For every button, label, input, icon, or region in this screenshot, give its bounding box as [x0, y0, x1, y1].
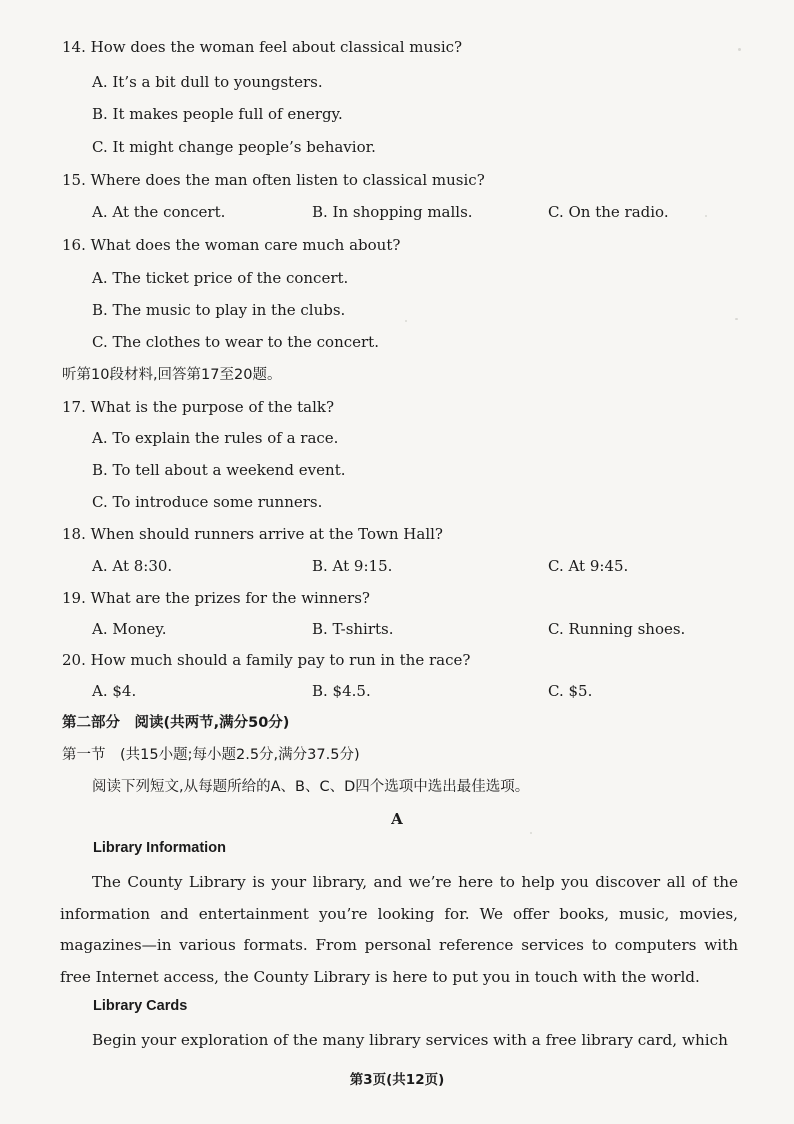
question-15-stem: 15. Where does the man often listen to classical music? [62, 171, 485, 189]
question-19-option-c: C. Running shoes. [548, 620, 686, 638]
passage-paragraph-1-text: The County Library is your library, and we’re here to help you discover all of the information and entertainment you’re looking for. We offer books, music, movies, magazines—in various formats. From personal reference services to computers with free Internet access, the County Library is here to put you in touch with the world. [60, 873, 738, 986]
question-17-stem: 17. What is the purpose of the talk? [62, 398, 335, 416]
scan-speck [738, 48, 741, 51]
question-16-stem: 16. What does the woman care much about? [62, 236, 401, 254]
passage-paragraph-2-text: Begin your exploration of the many library services with a free library card, which [92, 1031, 728, 1049]
question-19-option-a: A. Money. [92, 620, 167, 638]
question-15-option-a: A. At the concert. [92, 203, 226, 221]
question-15-option-c: C. On the radio. [548, 203, 669, 221]
question-14-stem: 14. How does the woman feel about classical music? [62, 38, 463, 56]
passage-heading-library-information: Library Information [93, 840, 226, 856]
question-17-option-b: B. To tell about a weekend event. [92, 461, 346, 479]
question-15-option-b: B. In shopping malls. [312, 203, 473, 221]
question-20-option-a: A. $4. [92, 682, 137, 700]
passage-paragraph-2 [60, 1025, 738, 1057]
question-20-option-b: B. $4.5. [312, 682, 371, 700]
passage-paragraph-1 [60, 867, 738, 993]
passage-heading-library-cards: Library Cards [93, 998, 188, 1014]
question-14-option-c: C. It might change people’s behavior. [92, 138, 376, 156]
section1-title: 第一节 (共15小题;每小题2.5分,满分37.5分) [62, 747, 360, 763]
question-17-option-c: C. To introduce some runners. [92, 493, 323, 511]
question-18-option-b: B. At 9:15. [312, 557, 393, 575]
question-14-option-a: A. It’s a bit dull to youngsters. [92, 73, 323, 91]
question-20-option-c: C. $5. [548, 682, 593, 700]
question-17-option-a: A. To explain the rules of a race. [92, 429, 339, 447]
question-18-option-a: A. At 8:30. [92, 557, 173, 575]
section10-instruction: 听第10段材料,回答第17至20题。 [62, 367, 282, 383]
scan-speck [735, 318, 738, 320]
question-14-option-b: B. It makes people full of energy. [92, 105, 343, 123]
question-20-stem: 20. How much should a family pay to run in the race? [62, 651, 471, 669]
question-18-option-c: C. At 9:45. [548, 557, 629, 575]
scan-speck [530, 832, 532, 834]
question-19-option-b: B. T-shirts. [312, 620, 394, 638]
section1-instruction: 阅读下列短文,从每题所给的A、B、C、D四个选项中选出最佳选项。 [92, 779, 530, 795]
page-footer: 第3页(共12页) [349, 1072, 445, 1088]
question-19-stem: 19. What are the prizes for the winners? [62, 589, 370, 607]
scan-speck [705, 215, 707, 217]
question-16-option-c: C. The clothes to wear to the concert. [92, 333, 379, 351]
question-16-option-a: A. The ticket price of the concert. [92, 269, 349, 287]
part2-title: 第二部分 阅读(共两节,满分50分) [62, 715, 290, 731]
question-18-stem: 18. When should runners arrive at the Town Hall? [62, 525, 443, 543]
question-16-option-b: B. The music to play in the clubs. [92, 301, 346, 319]
scan-speck [405, 320, 407, 322]
passage-label: A [391, 810, 403, 828]
